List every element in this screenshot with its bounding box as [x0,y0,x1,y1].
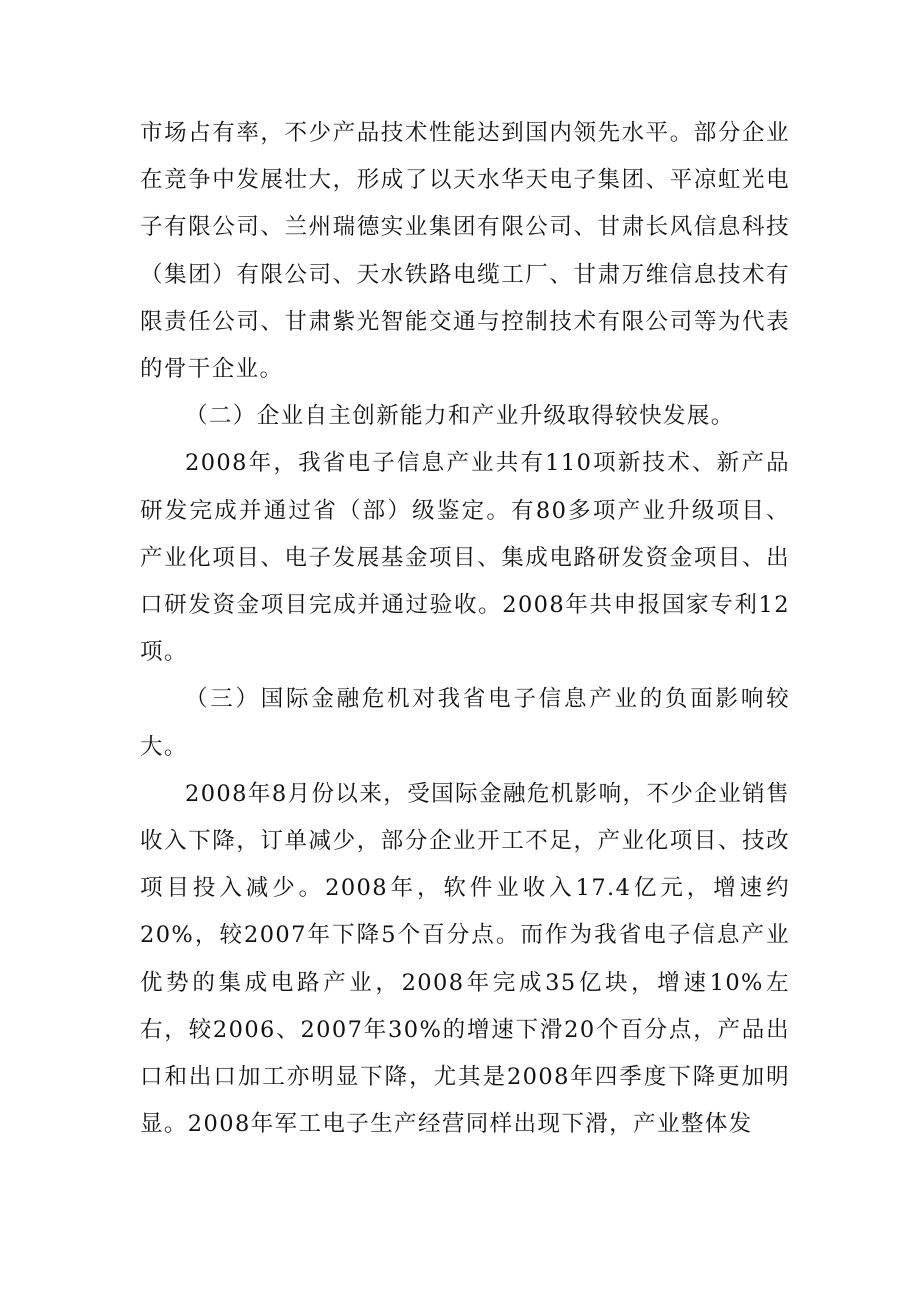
document-page [140,110,790,1148]
body-paragraph-enterprises: 市场占有率，不少产品技术性能达到国内领先水平。部分企业在竞争中发展壮大，形成了以天水华天电子集团、平凉虹光电子有限公司、兰州瑞德实业集团有限公司、甘肃长风信息科技（集团）有限公司、天水铁路电缆工厂、甘肃万维信息技术有限责任公司、甘肃紫光智能交通与控制技术有限公司等为代表的骨干企业。 [140,120,790,383]
section-heading-innovation: （二）企业自主创新能力和产业升级取得较快发展。 [185,403,735,430]
body-paragraph-innovation: 2008年，我省电子信息产业共有110项新技术、新产品研发完成并通过省（部）级鉴定。有80多项产业升级项目、产业化项目、电子发展基金项目、集成电路研发资金项目、出口研发资金项目完成并通过验收。2008年共申报国家专利12项。 [140,450,790,666]
section-heading-financial-crisis: （三）国际金融危机对我省电子信息产业的负面影响较大。 [140,686,790,760]
body-paragraph-financial-crisis: 2008年8月份以来，受国际金融危机影响，不少企业销售收入下降，订单减少，部分企业开工不足，产业化项目、技改项目投入减少。2008年，软件业收入17.4亿元，增速约20%，较2007年下降5个百分点。而作为我省电子信息产业优势的集成电路产业，2008年完成35亿块，增速10%左右，较2006、2007年30%的增速下滑20个百分点，产品出口和出口加工亦明显下降，尤其是2008年四季度下降更加明显。2008年军工电子生产经营同样出现下滑，产业整体发 [140,780,790,1138]
